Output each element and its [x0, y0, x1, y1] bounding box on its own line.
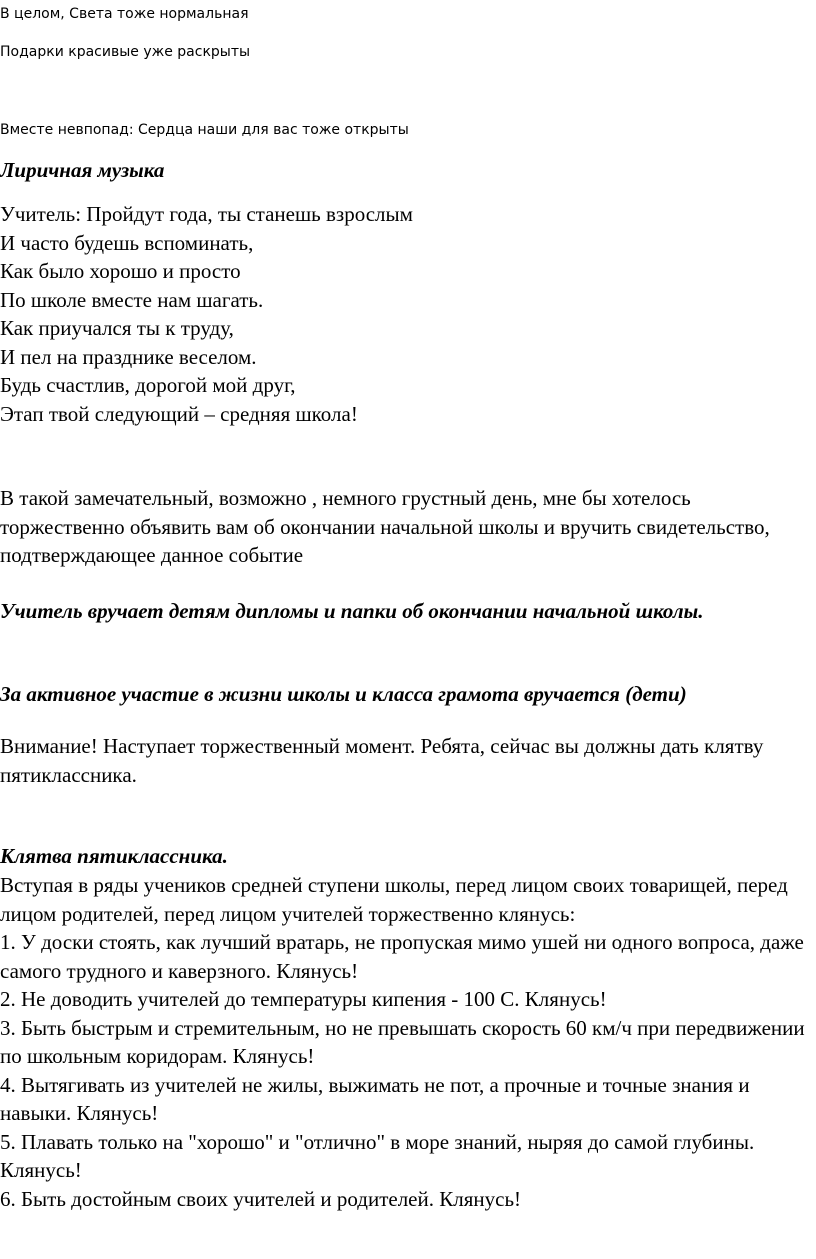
- oath-item: 5. Плавать только на "хорошо" и "отлично" в море знаний, ныряя до самой глубины. Клянусь!: [0, 1129, 755, 1182]
- poem-line: И часто будешь вспоминать,: [0, 230, 254, 255]
- oath-item: 2. Не доводить учителей до температуры кипения - 100 С. Клянусь!: [0, 987, 607, 1011]
- poem-line: Этап твой следующий – средняя школа!: [0, 401, 358, 426]
- oath-title: Клятва пятиклассника.: [0, 844, 228, 868]
- teacher-speech: В такой замечательный, возможно , немного грустный день, мне бы хотелось торжественно объявить вам об окончании начальной школы и вручить свидетельство, подтверждающее данное событие: [0, 486, 770, 567]
- poem-line: Будь счастлив, дорогой мой друг,: [0, 373, 296, 397]
- oath-body: [0, 871, 812, 1213]
- poem-line: И пел на празднике веселом.: [0, 344, 257, 369]
- stage-direction-diplomas: Учитель вручает детям дипломы и папки об окончании начальной школы.: [0, 599, 704, 623]
- intro-line-2: Подарки красивые уже раскрыты: [0, 44, 251, 60]
- oath-item: 4. Вытягивать из учителей не жилы, выжимать не пот, а прочные и точные знания и навыки. Клянусь!: [0, 1072, 750, 1125]
- intro-line-3: Вместе невпопад: Сердца наши для вас тоже открыты: [0, 122, 409, 138]
- stage-direction-certificate: За активное участие в жизни школы и класса грамота вручается (дети): [0, 682, 687, 706]
- poem-line: Учитель: Пройдут года, ты станешь взрослым: [0, 202, 413, 226]
- poem-line: Как было хорошо и просто: [0, 259, 241, 283]
- poem: [0, 200, 812, 428]
- attention-announcement: Внимание! Наступает торжественный момент. Ребята, сейчас вы должны дать клятву пятиклассника.: [0, 734, 764, 787]
- music-heading: Лиричная музыка: [0, 158, 165, 182]
- intro-line-1: В целом, Света тоже нормальная: [0, 6, 249, 22]
- oath-item: 1. У доски стоять, как лучший вратарь, не пропуская мимо ушей ни одного вопроса, даже самого трудного и каверзного. Клянусь!: [0, 930, 804, 983]
- oath-item: 3. Быть быстрым и стремительным, но не превышать скорость 60 км/ч при передвижении по школьным коридорам. Клянусь!: [0, 1015, 805, 1068]
- poem-line: По школе вместе нам шагать.: [0, 287, 264, 312]
- oath-item: 6. Быть достойным своих учителей и родителей. Клянусь!: [0, 1186, 522, 1211]
- poem-line: Как приучался ты к труду,: [0, 316, 234, 340]
- oath-intro: Вступая в ряды учеников средней ступени школы, перед лицом своих товарищей, перед лицом родителей, перед лицом учителей торжественно клянусь:: [0, 873, 788, 926]
